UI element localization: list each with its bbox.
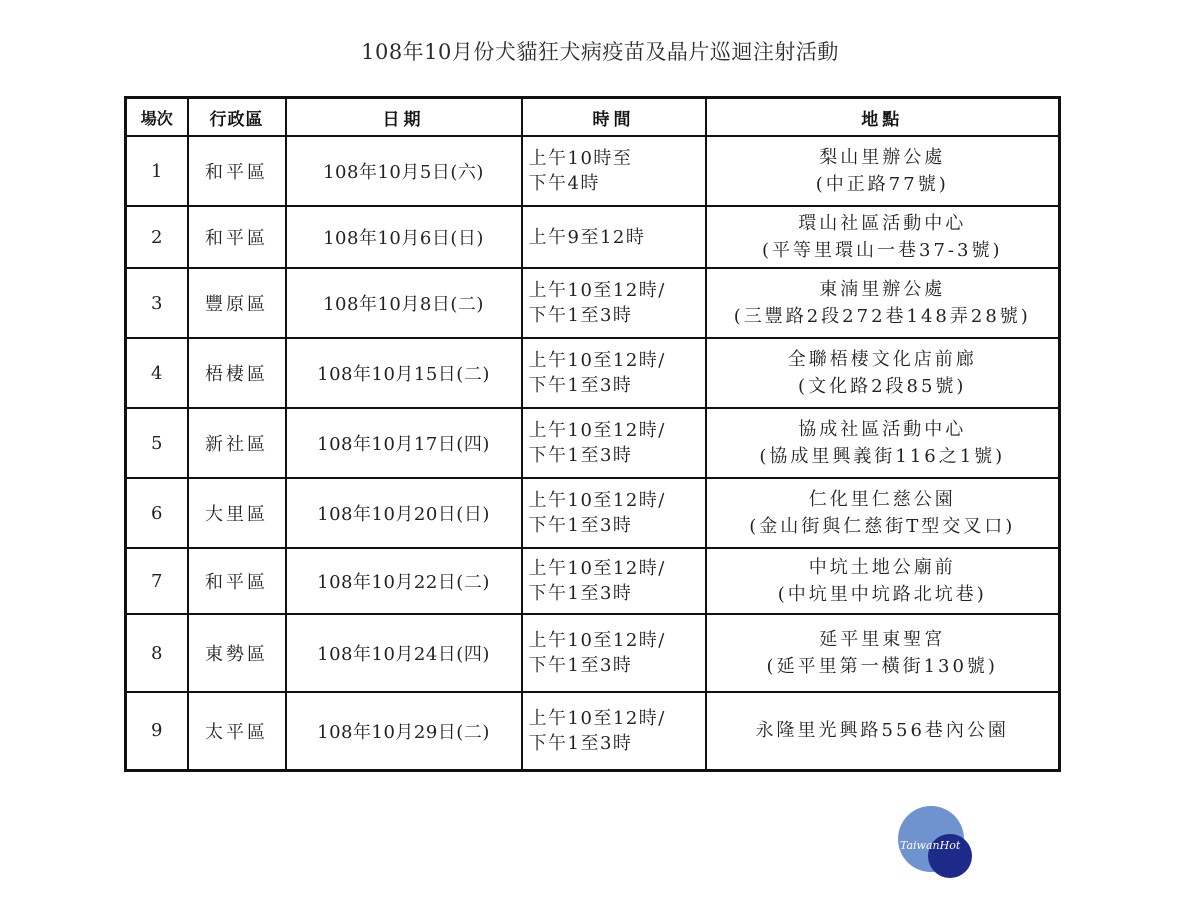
- location: [706, 338, 1060, 408]
- vaccination-schedule-table: [124, 96, 1061, 772]
- session-no: 7: [126, 548, 188, 614]
- time-line-1: 上午10時至: [528, 148, 633, 169]
- location-address: (協成里興義街116之1號): [759, 446, 1006, 467]
- header-session-no: 場次: [126, 98, 188, 137]
- session-no: 1: [126, 136, 188, 206]
- header-date: 日期: [286, 98, 522, 137]
- location: [706, 206, 1060, 268]
- date: 108年10月5日(六): [286, 136, 522, 206]
- location-address: (平等里環山一巷37-3號): [762, 240, 1003, 261]
- time: [522, 338, 706, 408]
- location-name: 延平里東聖宮: [819, 629, 946, 650]
- location-address: (金山街與仁慈街T型交叉口): [749, 516, 1016, 537]
- district: 新社區: [188, 408, 286, 478]
- time-line-1: 上午10至12時/: [528, 420, 666, 441]
- table-header-row: [126, 98, 1060, 137]
- location-name: 梨山里辦公處: [819, 147, 946, 168]
- location-address: (中坑里中坑路北坑巷): [777, 584, 987, 605]
- date: 108年10月22日(二): [286, 548, 522, 614]
- time: [522, 548, 706, 614]
- header-district: 行政區: [188, 98, 286, 137]
- location-address: (中正路77號): [815, 174, 949, 195]
- location: [706, 478, 1060, 548]
- date: 108年10月20日(日): [286, 478, 522, 548]
- location-name: 永隆里光興路556巷內公園: [755, 720, 1009, 742]
- district: 和平區: [188, 206, 286, 268]
- location: [706, 136, 1060, 206]
- time-line-2: 下午1至3時: [528, 655, 633, 676]
- time-line-2: 下午1至3時: [528, 515, 633, 536]
- time-line-2: 下午4時: [528, 173, 600, 194]
- location-address: (延平里第一橫街130號): [766, 656, 998, 677]
- time-line-2: 下午1至3時: [528, 445, 633, 466]
- district: 梧棲區: [188, 338, 286, 408]
- session-no: 5: [126, 408, 188, 478]
- time-line-1: 上午9至12時: [528, 226, 646, 248]
- location: [706, 548, 1060, 614]
- time-line-2: 下午1至3時: [528, 375, 633, 396]
- date: 108年10月15日(二): [286, 338, 522, 408]
- location: [706, 408, 1060, 478]
- time: [522, 136, 706, 206]
- session-no: 6: [126, 478, 188, 548]
- time-line-2: 下午1至3時: [528, 305, 633, 326]
- logo-text: TaiwanHot: [900, 839, 961, 852]
- time-line-1: 上午10至12時/: [528, 558, 666, 579]
- date: 108年10月29日(二): [286, 692, 522, 770]
- location-address: (文化路2段85號): [798, 376, 967, 397]
- table-row: [126, 692, 1060, 770]
- location-name: 協成社區活動中心: [798, 419, 967, 440]
- district: 大里區: [188, 478, 286, 548]
- date: 108年10月8日(二): [286, 268, 522, 338]
- date: 108年10月6日(日): [286, 206, 522, 268]
- session-no: 2: [126, 206, 188, 268]
- time-line-2: 下午1至3時: [528, 583, 633, 604]
- time: [522, 478, 706, 548]
- time-line-1: 上午10至12時/: [528, 630, 666, 651]
- location-name: 全聯梧棲文化店前廊: [787, 349, 977, 370]
- district: 太平區: [188, 692, 286, 770]
- header-time: 時間: [522, 98, 706, 137]
- table-row: [126, 478, 1060, 548]
- time-line-2: 下午1至3時: [528, 732, 633, 754]
- location-name: 仁化里仁慈公園: [808, 489, 956, 510]
- header-location: 地點: [706, 98, 1060, 137]
- time: [522, 692, 706, 770]
- location: [706, 692, 1060, 770]
- table-row: [126, 136, 1060, 206]
- session-no: 3: [126, 268, 188, 338]
- district: 豐原區: [188, 268, 286, 338]
- time: [522, 614, 706, 692]
- district: 和平區: [188, 136, 286, 206]
- time: [522, 408, 706, 478]
- location: [706, 268, 1060, 338]
- table-row: [126, 268, 1060, 338]
- taiwanhot-watermark-logo: [898, 806, 976, 880]
- time: [522, 206, 706, 268]
- table-row: [126, 338, 1060, 408]
- time: [522, 268, 706, 338]
- session-no: 9: [126, 692, 188, 770]
- location-address: (三豐路2段272巷148弄28號): [733, 306, 1031, 327]
- date: 108年10月17日(四): [286, 408, 522, 478]
- table-row: [126, 408, 1060, 478]
- session-no: 8: [126, 614, 188, 692]
- table-row: [126, 206, 1060, 268]
- location-name: 中坑土地公廟前: [808, 557, 956, 578]
- time-line-1: 上午10至12時/: [528, 280, 666, 301]
- table-row: [126, 548, 1060, 614]
- time-line-1: 上午10至12時/: [528, 350, 666, 371]
- district: 和平區: [188, 548, 286, 614]
- table-row: [126, 614, 1060, 692]
- location: [706, 614, 1060, 692]
- date: 108年10月24日(四): [286, 614, 522, 692]
- time-line-1: 上午10至12時/: [528, 490, 666, 511]
- time-line-1: 上午10至12時/: [528, 707, 666, 729]
- district: 東勢區: [188, 614, 286, 692]
- location-name: 環山社區活動中心: [798, 213, 967, 234]
- document-title: 108年10月份犬貓狂犬病疫苗及晶片巡迴注射活動: [361, 40, 839, 64]
- location-name: 東湳里辦公處: [819, 279, 946, 300]
- session-no: 4: [126, 338, 188, 408]
